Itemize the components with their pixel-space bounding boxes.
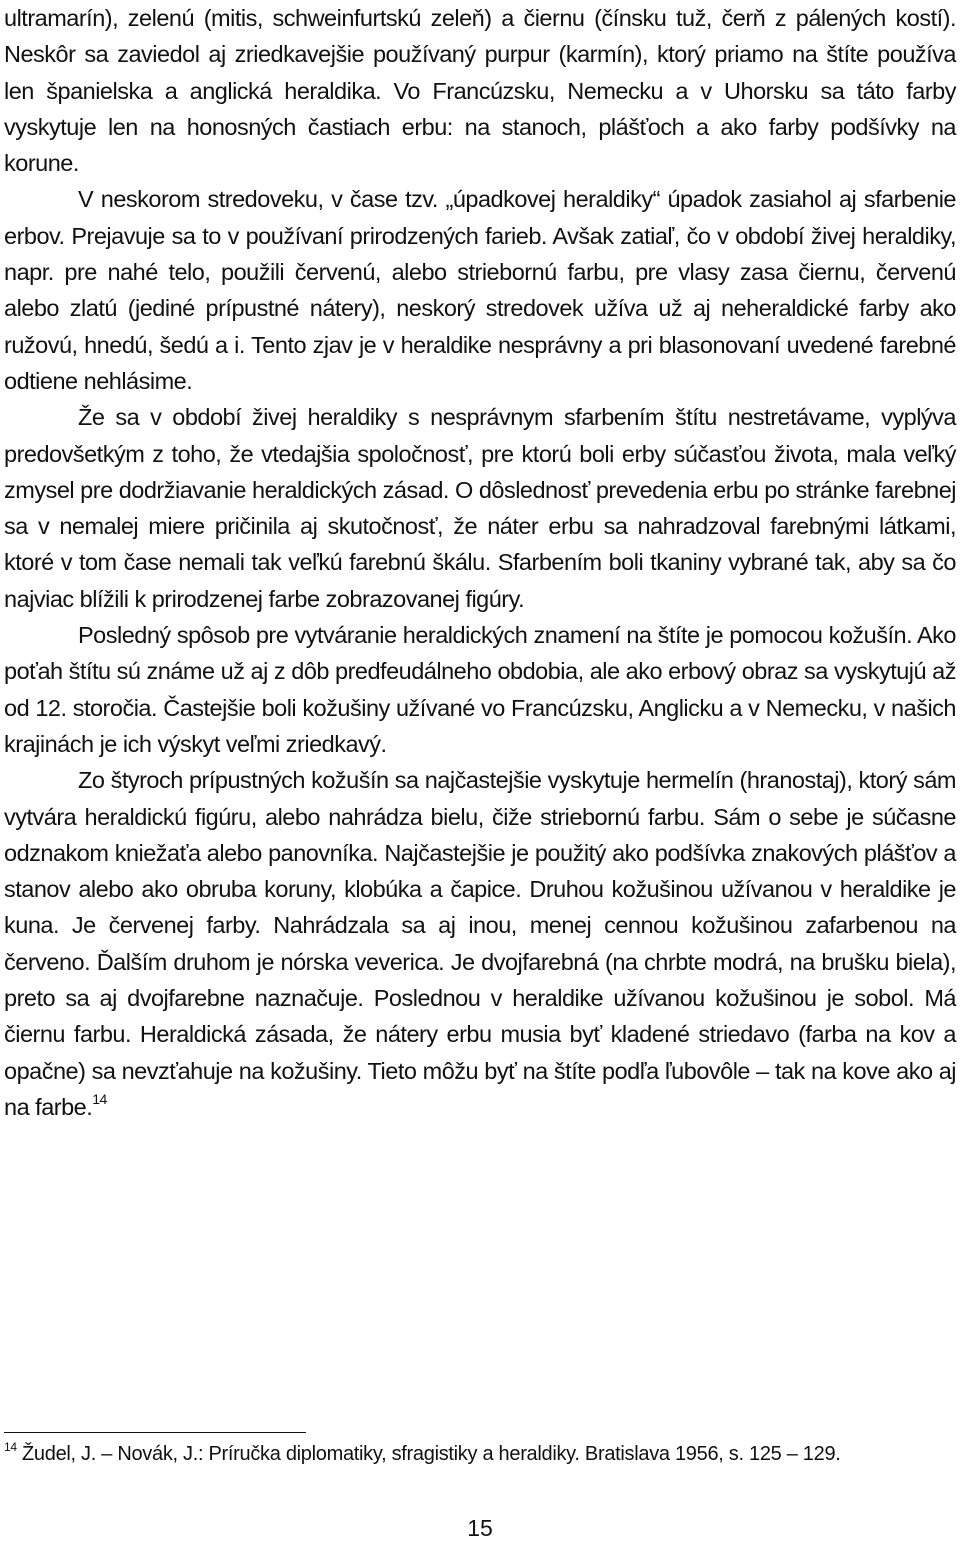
paragraph-four-furs bbox=[4, 762, 956, 1125]
footnote-reference[interactable]: 14 bbox=[92, 1091, 107, 1108]
footnote bbox=[4, 1440, 956, 1468]
footnote-text: Žudel, J. – Novák, J.: Príručka diplomatiky, sfragistiky a heraldiky. Bratislava 1956, s. 125 – 129. bbox=[16, 1443, 841, 1465]
page-number: 15 bbox=[467, 1515, 493, 1541]
footnote-separator bbox=[4, 1432, 306, 1433]
paragraph-decline-heraldry: V neskorom stredoveku, v čase tzv. „úpadkovej heraldiky“ úpadok zasiahol aj sfarbenie erbov. Prejavuje sa to v používaní prirodzených farieb. Avšak zatiaľ, čo v období živej heraldiky, napr. pre nahé telo, použili červenú, alebo striebornú farbu, pre vlasy zasa čiernu, červenú alebo zlatú (jediné prípustné nátery), neskorý stredovek užíva už aj neheraldické farby ako ružovú, hnedú, šedú a i. Tento zjav je v heraldike nesprávny a pri blasonovaní uvedené farebné odtiene nehlásime. bbox=[4, 186, 956, 394]
paragraph-four-furs-text: Zo štyroch prípustných kožušín sa najčastejšie vyskytuje hermelín (hranostaj), ktorý sám vytvára heraldickú figúru, alebo nahrádza bielu, čiže striebornú farbu. Sám o sebe je súčasne odznakom kniežaťa alebo panovníka. Najčastejšie je použitý ako podšívka znakových plášťov a stanov alebo ako obruba koruny, klobúka a čapice. Druhou kožušinou užívanou v heraldike je kuna. Je červenej farby. Nahrádzala sa aj inou, menej cennou kožušinou zafarbenou na červeno. Ďalším druhom je nórska veverica. Je dvojfarebná (na chrbte modrá, na brušku biela), preto sa aj dvojfarebne naznačuje. Poslednou v heraldike užívanou kožušinou je sobol. Má čiernu farbu. Heraldická zásada, že nátery erbu musia byť kladené striedavo (farba na kov a opačne) sa nevzťahuje na kožušiny. Tieto môžu byť na štíte podľa ľubovôle – tak na kove ako aj na farbe. bbox=[4, 767, 956, 1120]
paragraph-furs-intro: Posledný spôsob pre vytváranie heraldických znamení na štíte je pomocou kožušín. Ako poťah štítu sú známe už aj z dôb predfeudálneho obdobia, ale ako erbový obraz sa vyskytujú až od 12. storočia. Častejšie boli kožušiny užívané vo Francúzsku, Anglicku a v Nemecku, v našich krajinách je ich výskyt veľmi zriedkavý. bbox=[4, 622, 956, 757]
paragraph-living-heraldry: Že sa v období živej heraldiky s nesprávnym sfarbením štítu nestretávame, vyplýva predovšetkým z toho, že vtedajšia spoločnosť, pre ktorú boli erby súčasťou života, mala veľký zmysel pre dodržiavanie heraldických zásad. O dôslednosť prevedenia erbu po stránke farebnej sa v nemalej miere pričinila aj skutočnosť, že náter erbu sa nahradzoval farebnými látkami, ktoré v tom čase nemali tak veľkú farebnú škálu. Sfarbením boli tkaniny vybrané tak, aby sa čo najviac blížili k prirodzenej farbe zobrazovanej figúry. bbox=[4, 404, 956, 612]
paragraph-colors-continued: ultramarín), zelenú (mitis, schweinfurtskú zeleň) a čiernu (čínsku tuž, čerň z pálených kostí). Neskôr sa zaviedol aj zriedkavejšie používaný purpur (karmín), ktorý priamo na štíte používa len španielska a anglická heraldika. Vo Francúzsku, Nemecku a v Uhorsku sa táto farby vyskytuje len na honosných častiach erbu: na stanoch, plášťoch a ako farby podšívky na korune. bbox=[4, 5, 956, 177]
body-text bbox=[4, 0, 956, 1125]
footnote-marker: 14 bbox=[4, 1440, 17, 1455]
